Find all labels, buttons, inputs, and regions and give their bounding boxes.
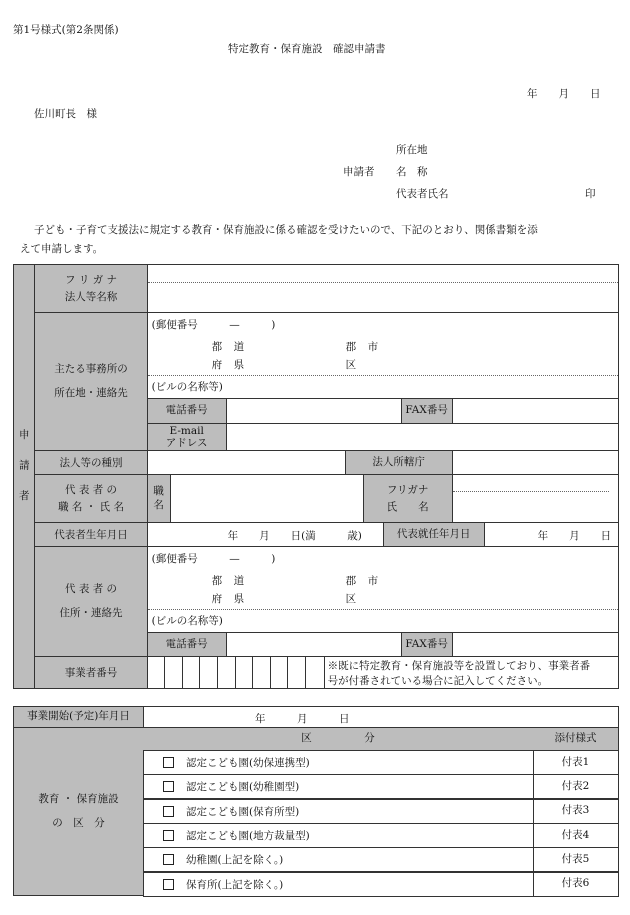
- facility-option-label: 認定こども園(地方裁量型): [186, 829, 310, 842]
- business-no-digit-box[interactable]: [183, 657, 201, 688]
- facility-attach-form: 付表5: [533, 847, 619, 872]
- business-no-digit-box[interactable]: [200, 657, 218, 688]
- corp-office-field[interactable]: [453, 451, 609, 474]
- facility-attach-form: 付表3: [533, 799, 619, 824]
- email-field[interactable]: [227, 424, 609, 450]
- seal-mark: 印: [585, 188, 596, 200]
- applicant-name-label: 名 称: [396, 166, 428, 178]
- appointed-field[interactable]: 年 月 日: [537, 530, 612, 542]
- office-tel-field[interactable]: [227, 399, 399, 423]
- checkbox-icon[interactable]: [163, 830, 174, 841]
- business-no-digit-boxes[interactable]: [148, 657, 323, 688]
- rep-address-label: 代 表 者 の 住所・連絡先: [35, 547, 147, 657]
- rep-position-field[interactable]: [171, 475, 363, 522]
- start-date-label: 事業開始(予定)年月日: [13, 706, 144, 728]
- facility-option-row[interactable]: [143, 799, 534, 824]
- office-building: (ビルの名称等): [151, 381, 223, 393]
- rep-furigana-name-label: フリガナ 氏 名: [363, 475, 453, 522]
- shoku-label: 職 名: [148, 475, 171, 522]
- facility-attach-header: 添付様式: [533, 727, 619, 751]
- rep-address-field[interactable]: (郵便番号 — ) 都 道 府 県 郡 市 区 (ビルの名称等): [147, 547, 618, 633]
- business-no-digit-box[interactable]: [288, 657, 306, 688]
- applicant-label: 申請者: [343, 166, 375, 178]
- office-phone-row: [147, 399, 618, 424]
- office-fax-label: FAX番号: [401, 399, 453, 423]
- facility-option-row[interactable]: [143, 847, 534, 872]
- appointed-label: 代表就任年月日: [383, 523, 485, 546]
- rep-fax-field[interactable]: [453, 633, 609, 656]
- addressee: 佐川町長 様: [34, 108, 97, 120]
- business-no-label: 事業者番号: [35, 657, 147, 689]
- facility-option-label: 保育所(上記を除く。): [186, 878, 284, 891]
- business-no-digit-box[interactable]: [165, 657, 183, 688]
- business-no-digit-box[interactable]: [271, 657, 289, 688]
- corp-name-field[interactable]: [147, 265, 618, 313]
- facility-kubun-header: 区 分: [143, 727, 534, 751]
- office-address-field[interactable]: (郵便番号 — ) 都 道 府 県 郡 市 区 (ビルの名称等): [147, 313, 618, 399]
- facility-option-row[interactable]: [143, 872, 534, 897]
- application-date[interactable]: 年 月 日: [527, 88, 601, 100]
- office-postal: (郵便番号 — ): [151, 319, 276, 331]
- applicant-side-label: 申請者: [14, 265, 35, 689]
- facility-attach-form: 付表2: [533, 774, 619, 799]
- corp-type-field[interactable]: [148, 451, 345, 474]
- facility-attach-form: 付表4: [533, 823, 619, 848]
- corp-office-label: 法人所轄庁: [345, 451, 453, 474]
- rep-birth-label: 代表者生年月日: [35, 523, 147, 547]
- rep-title-row: [147, 475, 618, 523]
- checkbox-icon[interactable]: [163, 806, 174, 817]
- rep-tel-label: 電話番号: [148, 633, 227, 656]
- facility-option-row[interactable]: [143, 823, 534, 848]
- rep-birth-row: [147, 523, 618, 547]
- office-fax-field[interactable]: [453, 399, 609, 423]
- facility-option-label: 認定こども園(幼保連携型): [186, 757, 310, 769]
- rep-phone-row: [147, 633, 618, 657]
- email-label: E-mail アドレス: [148, 424, 227, 450]
- business-no-digit-box[interactable]: [148, 657, 166, 688]
- rep-fax-label: FAX番号: [401, 633, 453, 656]
- rep-title-label: 代 表 者 の 職 名 ・ 氏 名: [35, 475, 147, 523]
- application-form-table: [13, 264, 619, 689]
- facility-class-label: 教育 ・ 保育施設 の 区 分: [13, 727, 144, 896]
- office-label: 主たる事務所の 所在地・連絡先: [35, 313, 147, 451]
- start-date-field[interactable]: 年 月 日: [143, 706, 619, 728]
- business-no-note: ※既に特定教育・保育施設等を設置しており、事業者番 号が付番されている場合に記入してください。: [327, 660, 591, 687]
- body-text-line1: 子ども・子育て支援法に規定する教育・保育施設に係る確認を受けたいので、下記のとおり、関係書類を添: [34, 224, 538, 236]
- rep-birth-field[interactable]: 年 月 日(満 歳): [227, 530, 362, 542]
- form-title: 特定教育・保育施設 確認申請書: [228, 43, 386, 55]
- applicant-location-label: 所在地: [396, 144, 428, 156]
- facility-attach-form: 付表1: [533, 750, 619, 775]
- business-no-digit-box[interactable]: [306, 657, 323, 688]
- business-no-digit-box[interactable]: [253, 657, 271, 688]
- corp-type-row: [147, 451, 618, 475]
- corp-name-label: フ リ ガ ナ 法人等名称: [35, 265, 147, 313]
- facility-option-row[interactable]: [143, 750, 534, 775]
- business-no-row: [147, 657, 618, 689]
- applicant-rep-label: 代表者氏名: [396, 188, 449, 200]
- rep-tel-field[interactable]: [227, 633, 399, 656]
- facility-attach-form: 付表6: [533, 872, 619, 897]
- checkbox-icon[interactable]: [163, 879, 174, 890]
- rep-name-field[interactable]: [453, 475, 609, 522]
- business-no-digit-box[interactable]: [218, 657, 236, 688]
- body-text-line2: えて申請します。: [20, 243, 104, 255]
- checkbox-icon[interactable]: [163, 854, 174, 865]
- facility-option-label: 幼稚園(上記を除く。): [186, 854, 284, 867]
- business-no-digit-box[interactable]: [236, 657, 254, 688]
- facility-option-row[interactable]: [143, 774, 534, 799]
- corp-type-label: 法人等の種別: [35, 451, 147, 475]
- office-email-row: [147, 424, 618, 451]
- office-tel-label: 電話番号: [148, 399, 227, 423]
- form-number: 第1号様式(第2条関係): [13, 24, 119, 36]
- checkbox-icon[interactable]: [163, 781, 174, 792]
- facility-option-label: 認定こども園(幼稚園型): [186, 781, 300, 794]
- facility-option-label: 認定こども園(保育所型): [186, 805, 300, 818]
- checkbox-icon[interactable]: [163, 757, 174, 768]
